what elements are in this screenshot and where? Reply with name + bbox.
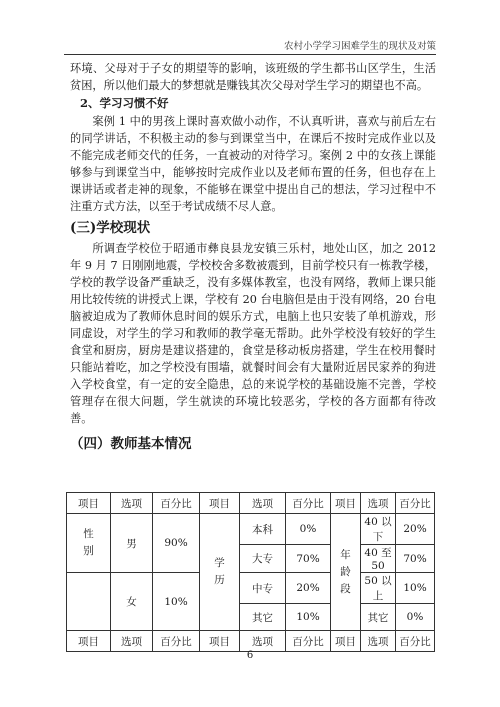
- age-label: 年龄段: [340, 548, 351, 595]
- age-option-cell: 50 以上: [361, 573, 396, 604]
- female-pct-cell: 10%: [153, 573, 200, 631]
- table-header-cell: 项目: [200, 493, 240, 514]
- paragraph-cases: 案例 1 中的男孩上课时喜欢做小动作，不认真听讲，喜欢与前后左右的同学讲话，不积极主动的参与到课堂当中，在课后不按时完成作业以及不能完成老师交代的任务，一直被动的对待学习。案例 2 中的女孩上课能够参与到课堂当中，能够按时完成作业以及老师布置的任务，但也存在上课讲话或者走神的现象，不能够在课堂中提出自己的想法，学习过程中不注重方式方法，以至于考试成绩不尽人意。: [70, 115, 436, 213]
- male-pct-cell: 90%: [153, 514, 200, 573]
- gender-label: 性别: [83, 528, 94, 557]
- body-content: [70, 60, 436, 455]
- male-cell: 男: [111, 514, 153, 573]
- edu-option-cell: 中专: [240, 573, 286, 604]
- age-pct-cell: 70%: [396, 545, 435, 573]
- table-header-cell: 百分比: [396, 493, 435, 514]
- table-footer-cell: 百分比: [286, 631, 331, 652]
- edu-label: 学历: [214, 557, 225, 586]
- edu-pct-cell: 0%: [286, 514, 331, 545]
- edu-label-cell: [200, 514, 240, 631]
- table-header-cell: 项目: [67, 493, 111, 514]
- gender-blank-cell: [67, 573, 111, 631]
- teacher-stats-table: [66, 492, 435, 652]
- section-heading-school: (三)学校现状: [70, 220, 151, 236]
- running-header: 农村小学学习困难学生的现状及对策: [283, 41, 436, 52]
- table-footer-cell: 百分比: [153, 631, 200, 652]
- age-pct-cell: 20%: [396, 514, 435, 545]
- paragraph-environment: 环境、父母对于子女的期望等的影响，该班级的学生都书山区学生，生活贫困，所以他们最大的梦想就是赚钱其次父母对学生学习的期望也不高。: [70, 62, 436, 92]
- edu-pct-cell: 20%: [286, 573, 331, 604]
- table-footer-cell: 选项: [361, 631, 396, 652]
- female-cell: 女: [111, 573, 153, 631]
- table-row: [67, 514, 435, 545]
- table-header-cell: 选项: [111, 493, 153, 514]
- edu-option-cell: 本科: [240, 514, 286, 545]
- page-number: 6: [246, 650, 254, 661]
- table-header-cell: 百分比: [286, 493, 331, 514]
- section-heading-teachers: （四）教师基本情况: [70, 436, 192, 452]
- subheading-study-habits: 2、学习习惯不好: [80, 96, 169, 110]
- age-option-cell: 40 以下: [361, 514, 396, 545]
- table-header-cell: 项目: [331, 493, 361, 514]
- table-footer-cell: 百分比: [396, 631, 435, 652]
- table-row: [67, 573, 435, 604]
- table-header-cell: 选项: [361, 493, 396, 514]
- edu-pct-cell: 70%: [286, 545, 331, 573]
- age-pct-cell: 0%: [396, 604, 435, 631]
- table-footer-row: [67, 631, 435, 652]
- table-header-cell: 选项: [240, 493, 286, 514]
- age-option-cell: 40 至 50: [361, 545, 396, 573]
- table-header-row: [67, 493, 435, 514]
- age-option-cell: 其它: [361, 604, 396, 631]
- edu-option-cell: 大专: [240, 545, 286, 573]
- age-label-cell: [331, 514, 361, 631]
- table-footer-cell: 项目: [331, 631, 361, 652]
- gender-label-cell: [67, 514, 111, 573]
- table-footer-cell: 项目: [67, 631, 111, 652]
- table-header-cell: 百分比: [153, 493, 200, 514]
- table-footer-cell: 选项: [240, 631, 286, 652]
- paragraph-school-status: 所调查学校位于昭通市彝良县龙安镇三乐村，地处山区，加之 2012 年 9 月 7 日刚刚地震，学校校舍多数被震到，目前学校只有一栋教学楼，学校的教学设备严重缺乏，没有多媒体教室，也没有网络，教师上课只能用比较传统的讲授式上课，学校有 20 台电脑但是由于没有网络，20 台电脑被迫成为了教师休息时间的娱乐方式，电脑上也只安装了单机游戏，形同虚设，对学生的学习和教师的教学毫无帮助。此外学校没有较好的学生食堂和厨房，厨房是建议搭建的，食堂是移动板房搭建，学生在校用餐时只能站着吃，加之学校没有围墙，就餐时间会有大量附近居民家养的狗进入学校食堂，有一定的安全隐患，总的来说学校的基础设施不完善，学校管理存在很大问题，学生就读的环境比较恶劣，学校的各方面都有待改善。: [70, 242, 436, 425]
- edu-pct-cell: 10%: [286, 604, 331, 631]
- table-footer-cell: 项目: [200, 631, 240, 652]
- age-pct-cell: 10%: [396, 573, 435, 604]
- header-rule: [64, 54, 436, 55]
- table-footer-cell: 选项: [111, 631, 153, 652]
- edu-option-cell: 其它: [240, 604, 286, 631]
